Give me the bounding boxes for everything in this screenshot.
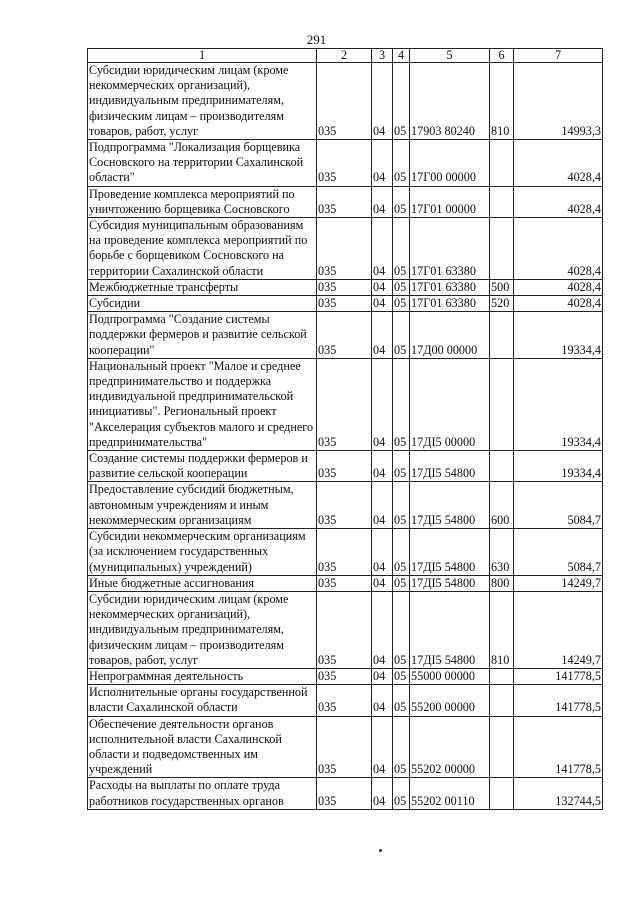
- subsection-code: 05: [393, 451, 410, 482]
- section-code: 04: [372, 312, 393, 359]
- subsection-code: 05: [393, 482, 410, 529]
- amount: 19334,4: [514, 358, 603, 450]
- item-name: Обеспечение деятельности органов исполнительной власти Сахалинской области и подведомственных им учреждений: [88, 716, 317, 778]
- ministry-code: 035: [317, 140, 372, 187]
- section-code: 04: [372, 358, 393, 450]
- column-header: 1: [88, 49, 317, 63]
- item-name: Субсидии некоммерческим организациям (за исключением государственных (муниципальных) учреждений): [88, 529, 317, 576]
- ministry-code: 035: [317, 575, 372, 591]
- amount: 4028,4: [514, 279, 603, 295]
- amount: 4028,4: [514, 218, 603, 280]
- target-article-code: 17Г01 63380: [410, 218, 490, 280]
- expense-type-code: [490, 685, 514, 716]
- target-article-code: 17ДI5 54800: [410, 529, 490, 576]
- column-header: 7: [514, 49, 603, 63]
- amount: 5084,7: [514, 482, 603, 529]
- target-article-code: 55200 00000: [410, 685, 490, 716]
- ministry-code: 035: [317, 296, 372, 312]
- subsection-code: 05: [393, 279, 410, 295]
- table-row: [88, 529, 603, 576]
- ministry-code: 035: [317, 529, 372, 576]
- table-row: [88, 140, 603, 187]
- amount: 141778,5: [514, 716, 603, 778]
- table-row: [88, 591, 603, 668]
- section-code: 04: [372, 668, 393, 684]
- target-article-code: 17Д00 00000: [410, 312, 490, 359]
- table-row: [88, 63, 603, 140]
- ministry-code: 035: [317, 358, 372, 450]
- item-name: Предоставление субсидий бюджетным, автономным учреждениям и иным некоммерческим организациям: [88, 482, 317, 529]
- expense-type-code: [490, 451, 514, 482]
- item-name: Исполнительные органы государственной власти Сахалинской области: [88, 685, 317, 716]
- ministry-code: 035: [317, 778, 372, 809]
- table-row: [88, 312, 603, 359]
- target-article-code: 17ДI5 54800: [410, 451, 490, 482]
- expense-type-code: 520: [490, 296, 514, 312]
- subsection-code: 05: [393, 778, 410, 809]
- section-code: 04: [372, 279, 393, 295]
- target-article-code: 17Г01 63380: [410, 296, 490, 312]
- section-code: 04: [372, 778, 393, 809]
- table-row: [88, 668, 603, 684]
- target-article-code: 17903 80240: [410, 63, 490, 140]
- section-code: 04: [372, 218, 393, 280]
- item-name: Подпрограмма "Локализация борщевика Сосновского на территории Сахалинской области": [88, 140, 317, 187]
- subsection-code: 05: [393, 186, 410, 217]
- section-code: 04: [372, 296, 393, 312]
- subsection-code: 05: [393, 218, 410, 280]
- ministry-code: 035: [317, 716, 372, 778]
- amount: 4028,4: [514, 186, 603, 217]
- expense-type-code: 500: [490, 279, 514, 295]
- budget-table: [87, 48, 603, 810]
- amount: 5084,7: [514, 529, 603, 576]
- table-row: [88, 279, 603, 295]
- amount: 4028,4: [514, 296, 603, 312]
- amount: 14249,7: [514, 591, 603, 668]
- target-article-code: 17ДI5 00000: [410, 358, 490, 450]
- item-name: Субсидии юридическим лицам (кроме некоммерческих организаций), индивидуальным предпринимателям, физическим лицам – производителям товаров, работ, услуг: [88, 591, 317, 668]
- amount: 141778,5: [514, 685, 603, 716]
- item-name: Подпрограмма "Создание системы поддержки фермеров и развитие сельской кооперации": [88, 312, 317, 359]
- section-code: 04: [372, 451, 393, 482]
- item-name: Национальный проект "Малое и среднее предпринимательство и поддержка индивидуальной предпринимательской инициативы". Региональный проект "Акселерация субъектов малого и среднего предпринимательства": [88, 358, 317, 450]
- ministry-code: 035: [317, 279, 372, 295]
- item-name: Субсидии юридическим лицам (кроме некоммерческих организаций), индивидуальным предпринимателям, физическим лицам – производителям товаров, работ, услуг: [88, 63, 317, 140]
- item-name: Проведение комплекса мероприятий по уничтожению борщевика Сосновского: [88, 186, 317, 217]
- ministry-code: 035: [317, 482, 372, 529]
- subsection-code: 05: [393, 685, 410, 716]
- section-code: 04: [372, 529, 393, 576]
- target-article-code: 17Г01 63380: [410, 279, 490, 295]
- target-article-code: 17ДI5 54800: [410, 591, 490, 668]
- subsection-code: 05: [393, 358, 410, 450]
- subsection-code: 05: [393, 296, 410, 312]
- ministry-code: 035: [317, 63, 372, 140]
- subsection-code: 05: [393, 575, 410, 591]
- table-row: [88, 218, 603, 280]
- section-code: 04: [372, 186, 393, 217]
- expense-type-code: [490, 778, 514, 809]
- amount: 14249,7: [514, 575, 603, 591]
- ministry-code: 035: [317, 591, 372, 668]
- target-article-code: 17Г00 00000: [410, 140, 490, 187]
- ministry-code: 035: [317, 186, 372, 217]
- table-row: [88, 778, 603, 809]
- target-article-code: 55202 00110: [410, 778, 490, 809]
- subsection-code: 05: [393, 591, 410, 668]
- target-article-code: 17ДI5 54800: [410, 482, 490, 529]
- column-header: 3: [372, 49, 393, 63]
- expense-type-code: [490, 312, 514, 359]
- subsection-code: 05: [393, 716, 410, 778]
- page-number: 291: [306, 32, 327, 47]
- table-row: [88, 482, 603, 529]
- column-header: 2: [317, 49, 372, 63]
- expense-type-code: [490, 140, 514, 187]
- column-header: 6: [490, 49, 514, 63]
- expense-type-code: 600: [490, 482, 514, 529]
- target-article-code: 55000 00000: [410, 668, 490, 684]
- section-code: 04: [372, 591, 393, 668]
- expense-type-code: 810: [490, 591, 514, 668]
- subsection-code: 05: [393, 140, 410, 187]
- scan-speck: [379, 849, 382, 852]
- expense-type-code: 630: [490, 529, 514, 576]
- expense-type-code: [490, 358, 514, 450]
- expense-type-code: [490, 668, 514, 684]
- section-code: 04: [372, 685, 393, 716]
- target-article-code: 17Г01 00000: [410, 186, 490, 217]
- table-row: [88, 358, 603, 450]
- subsection-code: 05: [393, 529, 410, 576]
- subsection-code: 05: [393, 63, 410, 140]
- subsection-code: 05: [393, 312, 410, 359]
- table-row: [88, 186, 603, 217]
- subsection-code: 05: [393, 668, 410, 684]
- ministry-code: 035: [317, 451, 372, 482]
- expense-type-code: [490, 186, 514, 217]
- expense-type-code: [490, 218, 514, 280]
- target-article-code: 17ДI5 54800: [410, 575, 490, 591]
- item-name: Субсидия муниципальным образованиям на проведение комплекса мероприятий по борьбе с борщевиком Сосновского на территории Сахалинской области: [88, 218, 317, 280]
- item-name: Непрограммная деятельность: [88, 668, 317, 684]
- ministry-code: 035: [317, 312, 372, 359]
- amount: 141778,5: [514, 668, 603, 684]
- item-name: Субсидии: [88, 296, 317, 312]
- ministry-code: 035: [317, 218, 372, 280]
- item-name: Расходы на выплаты по оплате труда работников государственных органов: [88, 778, 317, 809]
- column-header: 5: [410, 49, 490, 63]
- table-row: [88, 575, 603, 591]
- section-code: 04: [372, 140, 393, 187]
- table-row: [88, 296, 603, 312]
- target-article-code: 55202 00000: [410, 716, 490, 778]
- item-name: Межбюджетные трансферты: [88, 279, 317, 295]
- item-name: Создание системы поддержки фермеров и развитие сельской кооперации: [88, 451, 317, 482]
- amount: 19334,4: [514, 451, 603, 482]
- amount: 19334,4: [514, 312, 603, 359]
- table-row: [88, 685, 603, 716]
- amount: 132744,5: [514, 778, 603, 809]
- section-code: 04: [372, 575, 393, 591]
- ministry-code: 035: [317, 685, 372, 716]
- section-code: 04: [372, 716, 393, 778]
- table-header-row: [88, 49, 603, 63]
- expense-type-code: [490, 716, 514, 778]
- section-code: 04: [372, 482, 393, 529]
- column-header: 4: [393, 49, 410, 63]
- item-name: Иные бюджетные ассигнования: [88, 575, 317, 591]
- ministry-code: 035: [317, 668, 372, 684]
- amount: 14993,3: [514, 63, 603, 140]
- amount: 4028,4: [514, 140, 603, 187]
- table-row: [88, 716, 603, 778]
- section-code: 04: [372, 63, 393, 140]
- expense-type-code: 800: [490, 575, 514, 591]
- table-row: [88, 451, 603, 482]
- expense-type-code: 810: [490, 63, 514, 140]
